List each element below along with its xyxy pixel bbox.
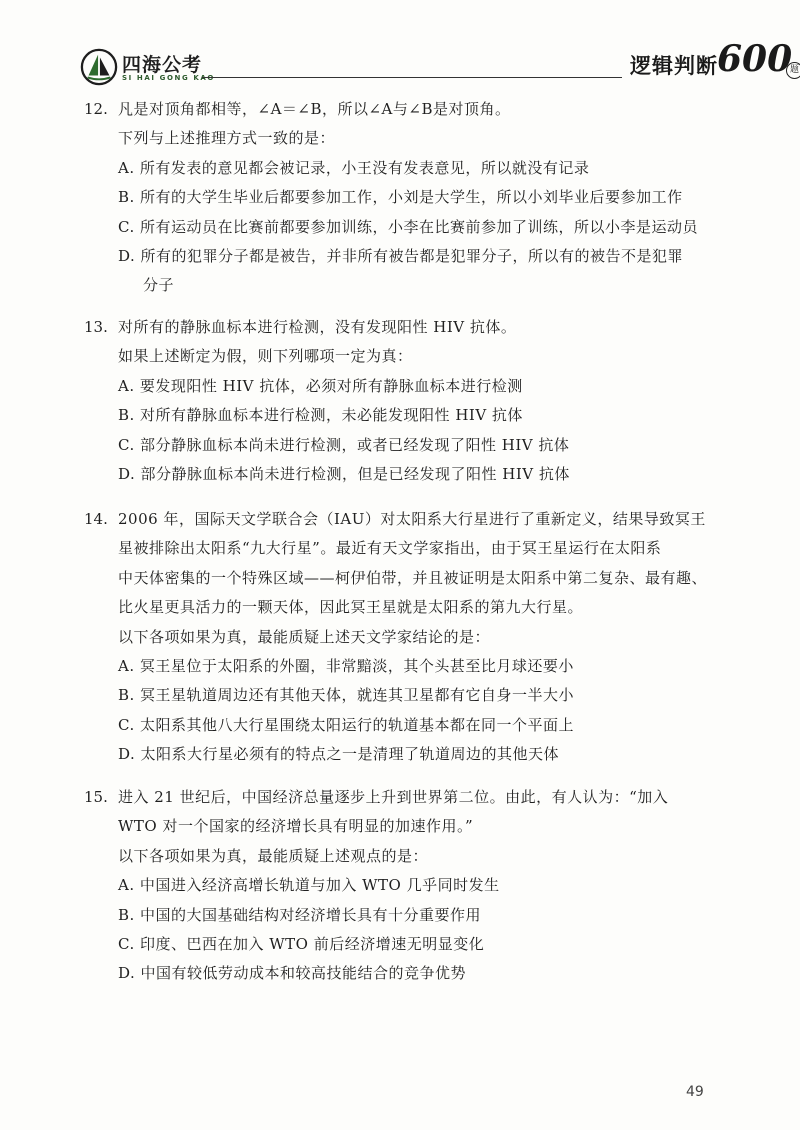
- book-number: 600: [717, 38, 793, 80]
- logo-subtext: SI HAI GONG KAO: [122, 74, 215, 82]
- question-number: 14.: [84, 510, 108, 528]
- logo-text: 四海公考: [122, 54, 203, 76]
- answer-option: D. 所有的犯罪分子都是被告，并非所有被告都是犯罪分子，所以有的被告不是犯罪: [118, 247, 684, 265]
- answer-option: D. 中国有较低劳动成本和较高技能结合的竞争优势: [118, 964, 467, 983]
- answer-option: A. 所有发表的意见都会被记录，小王没有发表意见，所以就没有记录: [118, 158, 590, 177]
- page-number: 49: [686, 1084, 704, 1100]
- page-header: [80, 38, 799, 92]
- sailboat-logo-icon: [80, 48, 118, 86]
- header-rule: [202, 77, 622, 78]
- question-stem-line: WTO 对一个国家的经济增长具有明显的加速作用。”: [118, 817, 474, 836]
- question-prompt: 以下各项如果为真，最能质疑上述观点的是：: [118, 846, 429, 865]
- answer-option: B. 冥王星轨道周边还有其他天体，就连其卫星都有它自身一半大小: [118, 686, 575, 705]
- question-stem-line: 进入 21 世纪后，中国经济总量逐步上升到世界第二位。由此，有人认为：“加入: [118, 788, 669, 806]
- question-number: 15.: [84, 788, 108, 806]
- answer-option: C. 所有运动员在比赛前都要参加训练，小李在比赛前参加了训练，所以小李是运动员: [118, 217, 698, 236]
- answer-option: B. 所有的大学生毕业后都要参加工作，小刘是大学生，所以小刘毕业后要参加工作: [118, 188, 683, 207]
- question-stem-line: 比火星更具活力的一颗天体，因此冥王星就是太阳系的第九大行星。: [118, 598, 584, 617]
- answer-option: A. 要发现阳性 HIV 抗体，必须对所有静脉血标本进行检测: [118, 376, 523, 395]
- answer-option: A. 冥王星位于太阳系的外圈，非常黯淡，其个头甚至比月球还要小: [118, 657, 574, 675]
- question-prompt: 如果上述断定为假，则下列哪项一定为真：: [118, 347, 413, 366]
- book-unit-badge: 题: [786, 62, 800, 79]
- question-prompt: 下列与上述推理方式一致的是：: [118, 129, 336, 148]
- answer-option: C. 印度、巴西在加入 WTO 前后经济增速无明显变化: [118, 935, 485, 953]
- question-number: 12.: [84, 100, 108, 118]
- answer-option: C. 太阳系其他八大行星围绕太阳运行的轨道基本都在同一个平面上: [118, 715, 574, 734]
- answer-option: D. 太阳系大行星必须有的特点之一是清理了轨道周边的其他天体: [118, 745, 560, 764]
- question-stem-line: 凡是对顶角都相等，∠A＝∠B，所以∠A与∠B是对顶角。: [118, 100, 511, 118]
- book-title: 逻辑判断: [630, 54, 718, 78]
- question-stem-line: 对所有的静脉血标本进行检测，没有发现阳性 HIV 抗体。: [118, 318, 517, 336]
- answer-option: B. 对所有静脉血标本进行检测，未必能发现阳性 HIV 抗体: [118, 406, 523, 425]
- answer-option: B. 中国的大国基础结构对经济增长具有十分重要作用: [118, 905, 482, 924]
- question-number: 13.: [84, 318, 108, 336]
- answer-option: 分子: [143, 276, 175, 295]
- question-stem-line: 中天体密集的一个特殊区域——柯伊伯带，并且被证明是太阳系中第二复杂、最有趣、: [118, 568, 708, 587]
- question-stem-line: 星被排除出太阳系“九大行星”。最近有天文学家指出，由于冥王星运行在太阳系: [118, 539, 662, 558]
- answer-option: C. 部分静脉血标本尚未进行检测，或者已经发现了阳性 HIV 抗体: [118, 435, 570, 454]
- answer-option: A. 中国进入经济高增长轨道与加入 WTO 几乎同时发生: [118, 876, 500, 895]
- question-prompt: 以下各项如果为真，最能质疑上述天文学家结论的是：: [118, 627, 491, 646]
- answer-option: D. 部分静脉血标本尚未进行检测，但是已经发现了阳性 HIV 抗体: [118, 465, 570, 483]
- question-stem-line: 2006 年，国际天文学联合会（IAU）对太阳系大行星进行了重新定义，结果导致冥王: [118, 510, 706, 528]
